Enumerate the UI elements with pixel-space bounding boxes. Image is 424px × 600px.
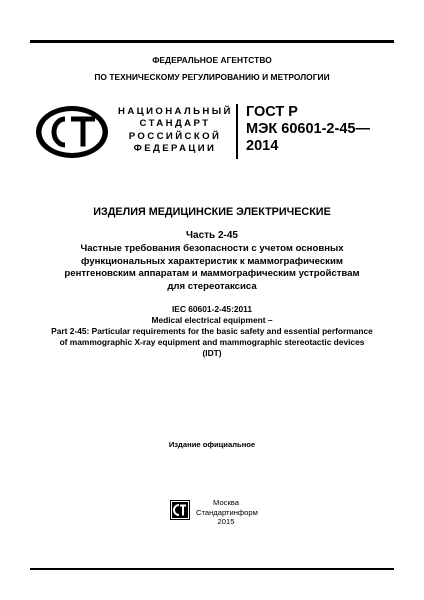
standartinform-logo-icon: [170, 500, 190, 520]
agency-line-1: ФЕДЕРАЛЬНОЕ АГЕНТСТВО: [152, 55, 272, 65]
gost-line-1: ГОСТ Р: [246, 104, 298, 120]
standard-line: НАЦИОНАЛЬНЫЙ: [118, 106, 233, 117]
subtitle-line: Частные требования безопасности с учетом основных: [80, 243, 344, 254]
subtitle-line: рентгеновским аппаратам и маммографическим устройствам: [64, 268, 360, 280]
russian-subtitle: [30, 243, 394, 293]
gost-designation: [246, 104, 406, 155]
publisher-city: Москва: [213, 498, 239, 507]
english-line: Part 2-45: Particular requirements for the basic safety and essential performance: [51, 326, 373, 336]
rst-logo-icon: [34, 104, 110, 160]
publisher-info: [196, 498, 256, 527]
standard-line: СТАНДАРТ: [139, 118, 211, 130]
bottom-rule: [30, 568, 394, 570]
top-rule: [30, 40, 394, 43]
publisher-year: 2015: [217, 517, 235, 527]
national-standard-label: [118, 106, 232, 155]
agency-line-2: ПО ТЕХНИЧЕСКОМУ РЕГУЛИРОВАНИЮ И МЕТРОЛОГИИ: [94, 72, 330, 82]
english-line: of mammographic X-ray equipment and mammographic stereotactic devices: [59, 337, 365, 347]
gost-line-2: МЭК 60601-2-45—: [246, 121, 370, 137]
document-title: ИЗДЕЛИЯ МЕДИЦИНСКИЕ ЭЛЕКТРИЧЕСКИЕ: [93, 206, 331, 218]
vertical-divider: [236, 104, 238, 159]
subtitle-line: функциональных характеристик к маммографическим: [81, 255, 343, 267]
subtitle-line: для стереотаксиса: [167, 280, 257, 292]
part-number: Часть 2-45: [186, 230, 238, 241]
standard-line: РОССИЙСКОЙ: [128, 130, 222, 142]
iec-reference: IEC 60601-2-45:2011: [171, 304, 253, 314]
gost-line-3: 2014: [246, 138, 279, 154]
english-title: [20, 315, 404, 359]
english-line: (IDT): [202, 348, 222, 358]
publisher-name: Стандартинформ: [196, 507, 258, 517]
standard-line: ФЕДЕРАЦИИ: [133, 142, 217, 154]
official-edition-label: Издание официальное: [168, 440, 256, 449]
english-line: Medical electrical equipment –: [151, 315, 273, 325]
